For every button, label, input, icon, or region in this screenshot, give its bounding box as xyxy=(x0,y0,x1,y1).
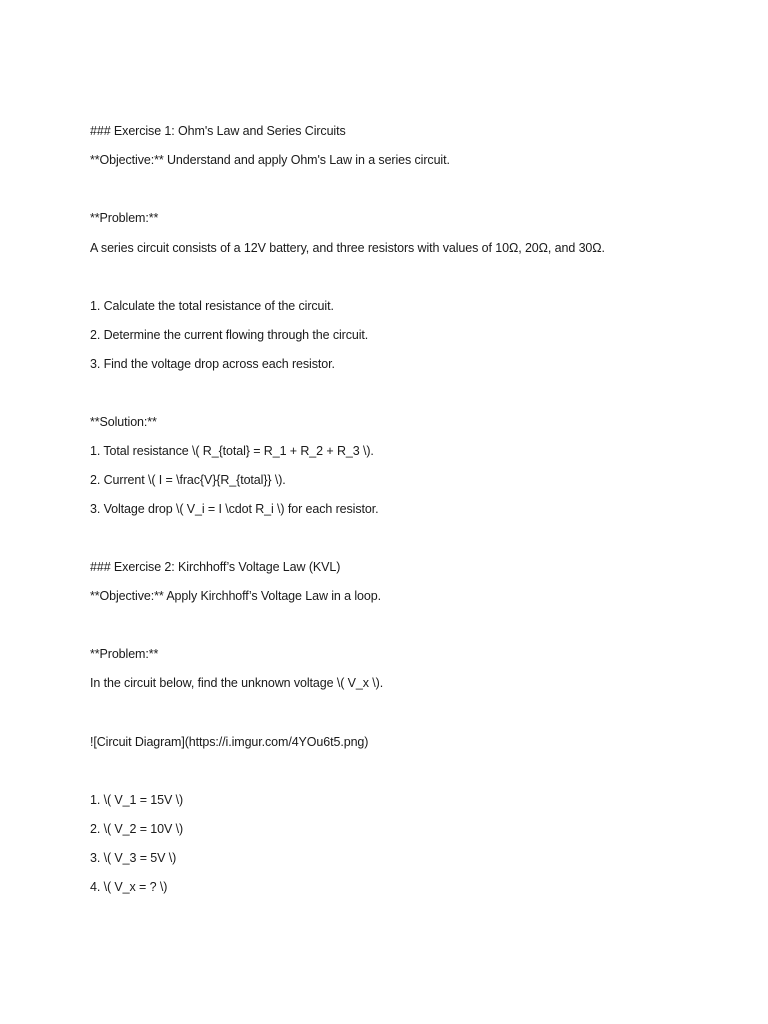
exercise-1-solution-2: 2. Current \( I = \frac{V}{R_{total}} \). xyxy=(90,473,286,487)
exercise-1-question-3: 3. Find the voltage drop across each resistor. xyxy=(90,357,335,371)
exercise-2-given-1: 1. \( V_1 = 15V \) xyxy=(90,793,184,807)
exercise-1-problem-text: A series circuit consists of a 12V battery, and three resistors with values of 10Ω, 20Ω, and 30Ω. xyxy=(90,241,605,255)
exercise-2-heading: ### Exercise 2: Kirchhoff’s Voltage Law (KVL) xyxy=(90,560,341,574)
exercise-1-heading: ### Exercise 1: Ohm's Law and Series Circuits xyxy=(90,124,346,138)
exercise-2-given-2: 2. \( V_2 = 10V \) xyxy=(90,822,184,836)
exercise-1-question-1: 1. Calculate the total resistance of the circuit. xyxy=(90,299,334,313)
circuit-diagram-link: ![Circuit Diagram](https://i.imgur.com/4YOu6t5.png) xyxy=(90,735,369,749)
exercise-2-objective: **Objective:** Apply Kirchhoff’s Voltage Law in a loop. xyxy=(90,589,381,603)
exercise-1-solution-label: **Solution:** xyxy=(90,415,157,429)
exercise-2-given-4: 4. \( V_x = ? \) xyxy=(90,880,168,894)
exercise-2-problem-text: In the circuit below, find the unknown voltage \( V_x \). xyxy=(90,676,384,690)
exercise-1-objective: **Objective:** Understand and apply Ohm's Law in a series circuit. xyxy=(90,153,450,167)
exercise-1-problem-label: **Problem:** xyxy=(90,211,159,225)
exercise-1-solution-3: 3. Voltage drop \( V_i = I \cdot R_i \) for each resistor. xyxy=(90,502,379,516)
exercise-1-question-2: 2. Determine the current flowing through the circuit. xyxy=(90,328,369,342)
exercise-1-solution-1: 1. Total resistance \( R_{total} = R_1 + R_2 + R_3 \). xyxy=(90,444,374,458)
exercise-2-given-3: 3. \( V_3 = 5V \) xyxy=(90,851,177,865)
exercise-2-problem-label: **Problem:** xyxy=(90,647,159,661)
